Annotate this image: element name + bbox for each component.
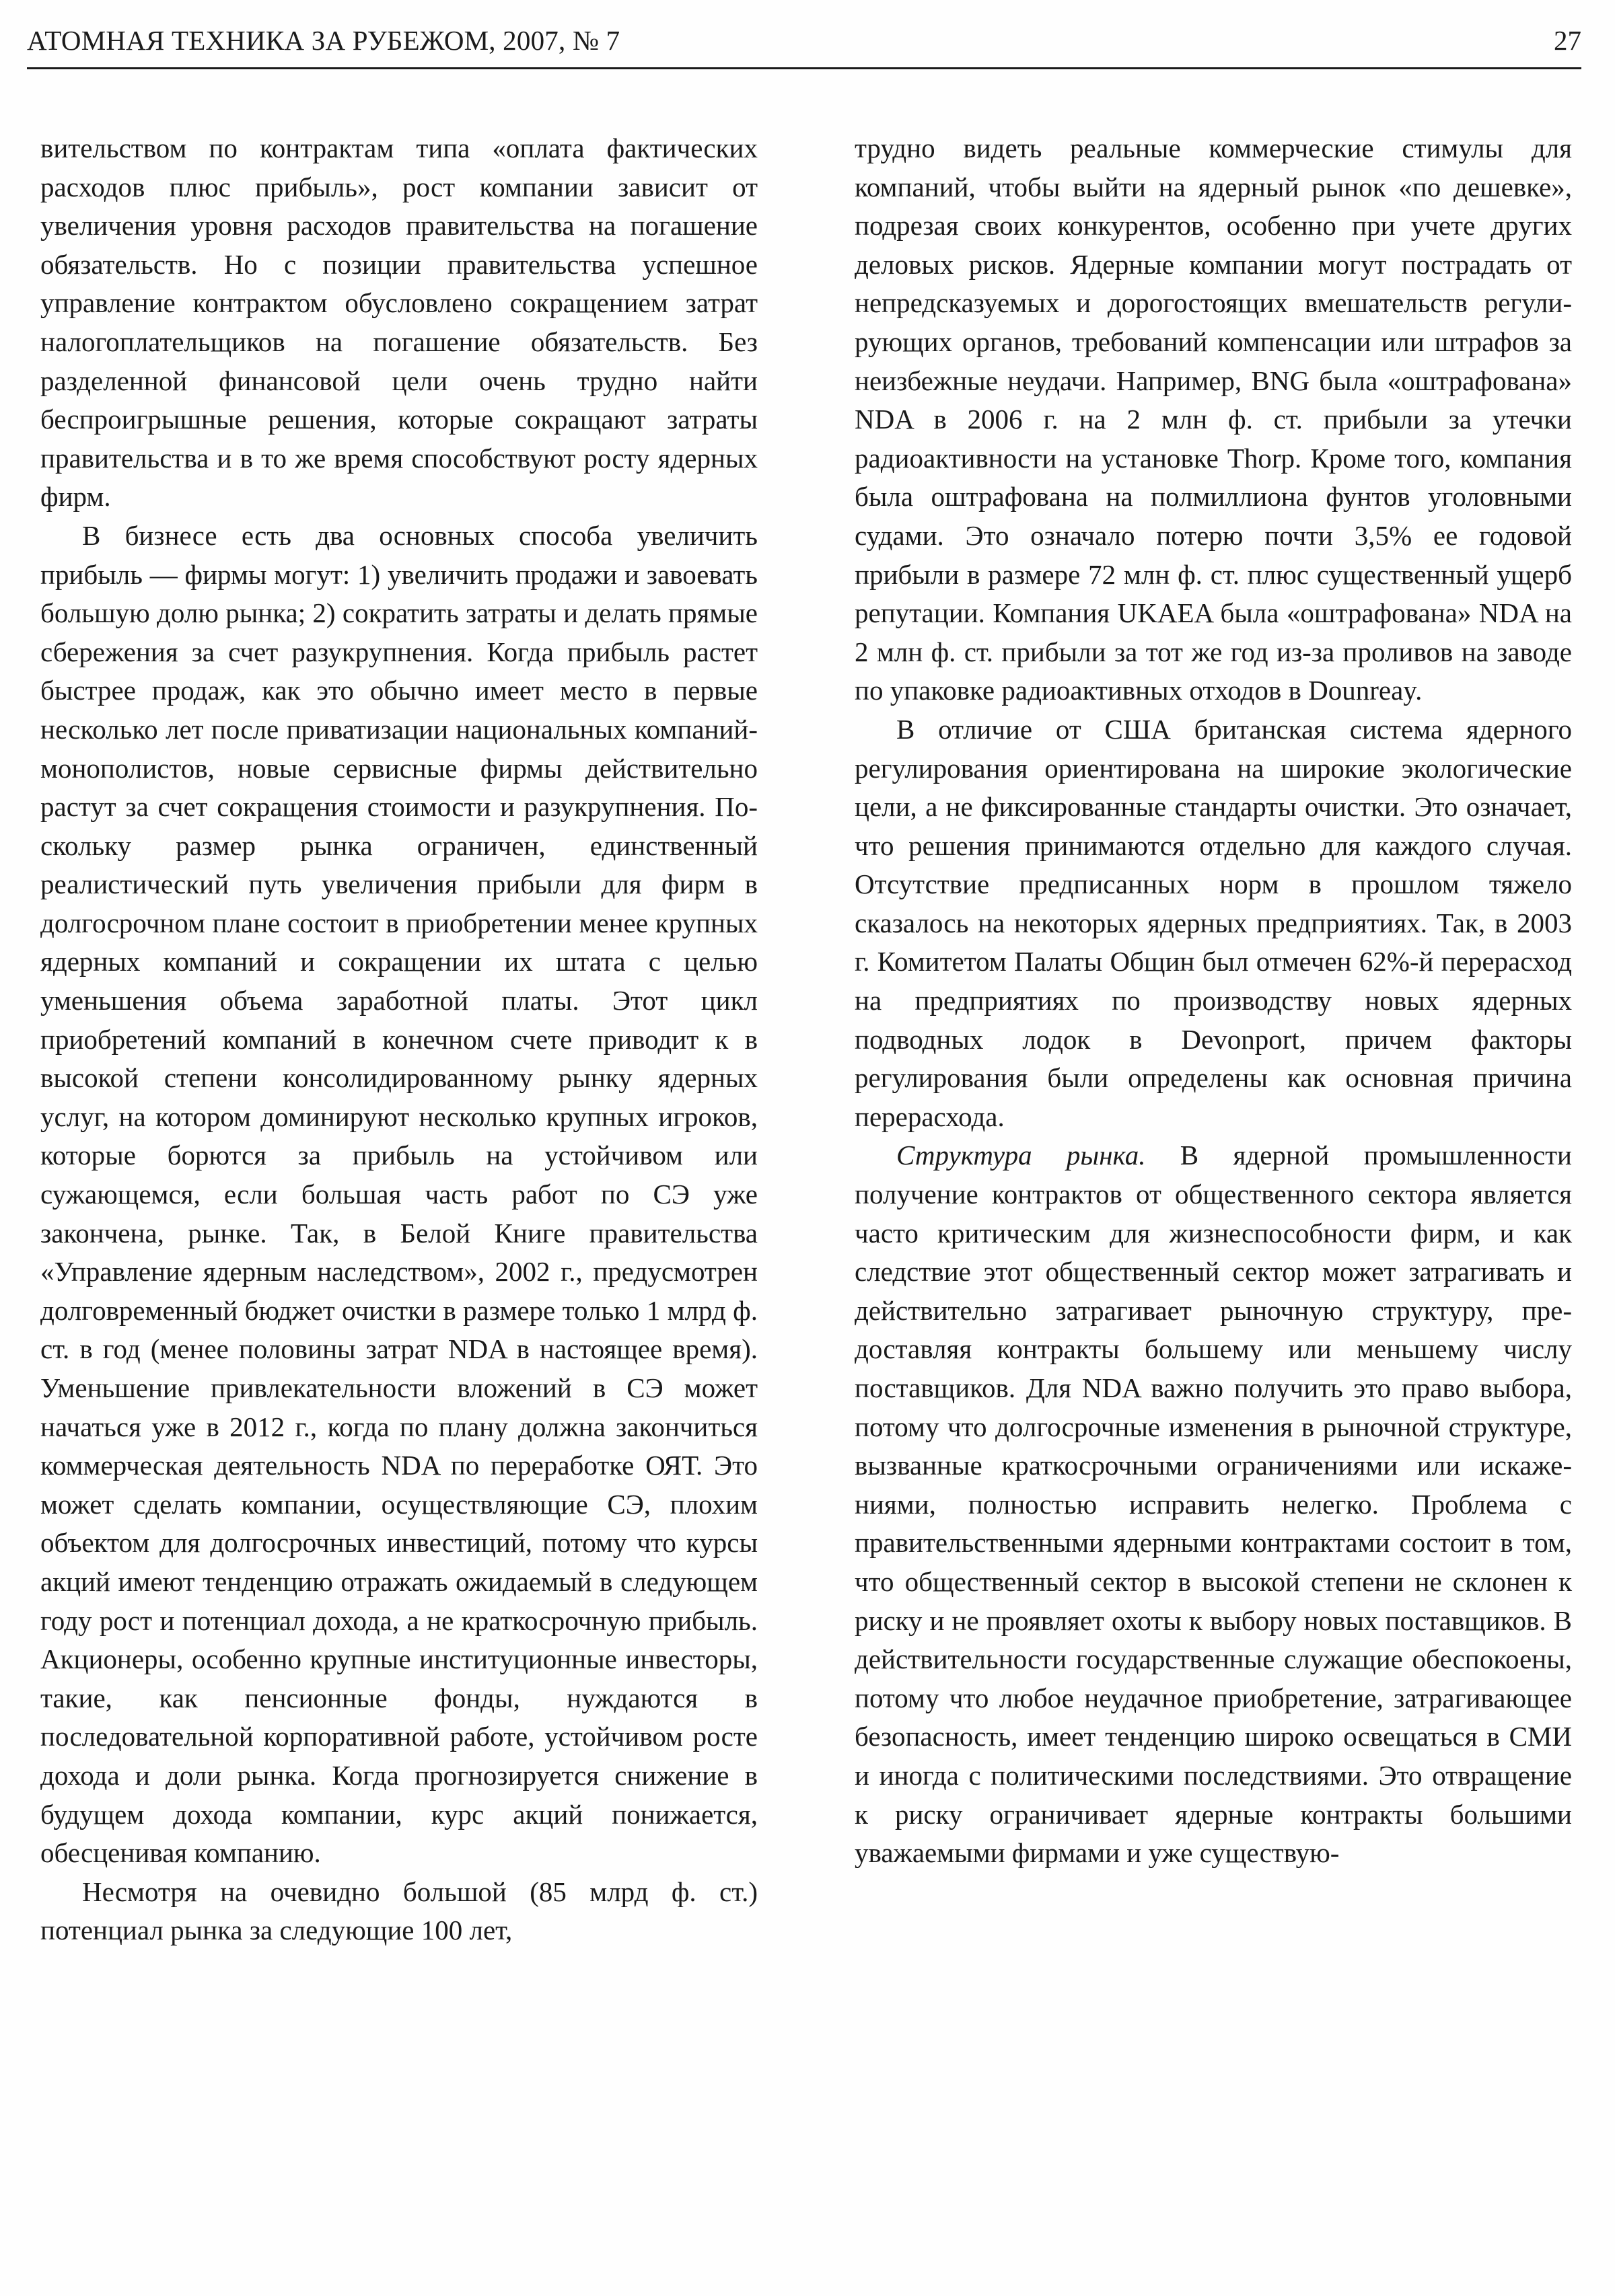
running-title: АТОМНАЯ ТЕХНИКА ЗА РУБЕЖОМ, 2007, № 7: [27, 25, 620, 56]
paragraph: вительством по контрактам типа «оплата фактических расходов плюс прибыль», рост компании зависит от увеличения уровня расходов правительства на погашение обязательств. Но с позиции правительства успешное управление контрактом обусловлено сокращением затрат налогоплательщиков на погашение обязательств. Без разделенной финансовой цели очень трудно найти беспроигрышные решения, которые сокращают затраты правительства и в то же время способствуют росту ядерных фирм.: [40, 133, 758, 513]
page-number: 27: [1554, 25, 1581, 56]
header-rule: [27, 67, 1581, 69]
page-header: [27, 24, 1581, 66]
paragraph: В отличие от США британская система ядерного регулирования ориентирована на широкие экологические цели, а не фиксированные стандарты очистки. Это означает, что решения принимаются отдельно для каждого случая. Отсутствие предписанных норм в прошлом тяжело сказалось на некоторых ядерных предприятиях. Так, в 2003 г. Комитетом Палаты Общин был отмечен 62%-й перерасход на предприятиях по производству новых ядерных подводных лодок в Devonport, причем факторы регулирования были определены как основная причина перерасхода.: [855, 713, 1572, 1132]
paragraph: В бизнесе есть два основных способа увеличить прибыль — фирмы могут: 1) увеличить продажи и завоевать большую долю рынка; 2) сократить затраты и делать прямые сбережения за счет разукрупнения. Когда прибыль растет быстрее продаж, как это обычно имеет место в первые несколько лет после приватизации национальных компаний-монополистов, новые сервисные фирмы действительно растут за счет сокращения стоимости и разукрупнения. Поскольку размер рынка ограничен, единственный реалистический путь увеличения прибыли для фирм в долгосрочном плане состоит в приобретении менее крупных ядерных компаний и сокращении их штата с целью уменьшения объема заработной платы. Этот цикл приобретений компаний в конечном счете приводит к в высокой степени консолидированному рынку ядерных услуг, на котором доминируют несколько крупных игроков, которые борются за прибыль на устойчивом или сужающемся, если большая часть работ по СЭ уже закончена, рынке. Так, в Белой Книге правительства «Управление ядерным наследством», 2002 г., предусмотрен долговременный бюджет очистки в размере только 1 млрд ф. ст. в год (менее половины затрат NDA в настоящее время). Уменьшение привлекательности вложений в СЭ может начаться уже в 2012 г., когда по плану должна закончиться коммерческая деятельность NDA по переработке ОЯТ. Это может сделать компании, осуществляющие СЭ, плохим объектом для долгосрочных инвестиций, потому что курсы акций имеют тенденцию отражать ожидаемый в следующем году рост и потенциал дохода, а не краткосрочную прибыль. Акционеры, особенно крупные институционные инвесторы, такие, как пенсионные фонды, нуждаются в последовательной корпоративной работе, устойчивом росте дохода и доли рынка. Когда прогнозируется снижение в будущем дохода компании, курс акций понижается, обесценивая компанию.: [40, 519, 758, 1869]
paragraph: трудно видеть реальные коммерческие стимулы для компаний, чтобы выйти на ядерный рынок «по дешевке», подрезая своих конкурентов, особенно при учете других деловых рисков. Ядерные компании могут пострадать от непредсказуемых и дорогостоящих вмешательств регулирующих органов, требований компенсации или штрафов за неизбежные неудачи. Например, BNG была «оштрафована» NDA в 2006 г. на 2 млн ф. ст. прибыли за утечки радиоактивности на установке Thorp. Кроме того, компания была оштрафована на полмиллиона фунтов уголовными судами. Это означало потерю почти 3,5% ее годовой прибыли в размере 72 млн ф. ст. плюс существенный ущерб репутации. Компания UKAEA была «оштрафована» NDA на 2 млн ф. ст. прибыли за тот же год из-за проливов на заводе по упаковке радиоактивных отходов в Dounreay.: [855, 133, 1572, 706]
section-lead-in: Структура рынка.: [896, 1140, 1146, 1171]
paragraph: [855, 1136, 1572, 1872]
right-column: [855, 129, 1572, 1873]
left-column: [40, 129, 758, 1950]
paragraph-body: В ядерной промышленности получение контрактов от общественного сектора является часто критическим для жизнеспособности фирм, и как следствие этот общественный сектор может затрагивать и действительно затрагивает рыночную структуру, предоставляя контракты большему или меньшему числу поставщиков. Для NDA важно получить это право выбора, потому что долгосрочные изменения в рыночной структуре, вызванные краткосрочными ограничениями или искажениями, полностью исправить нелегко. Проблема с правительственными ядерными контрактами состоит в том, что общественный сектор в высокой степени не склонен к риску и не проявляет охоты к выбору новых поставщиков. В действительности государственные служащие обеспокоены, потому что любое неудачное приобретение, затрагивающее безопасность, имеет тенденцию широко освещаться в СМИ и иногда с политическими последствиями. Это отвращение к риску ограничивает ядерные контракты большими уважаемыми фирмами и уже существую-: [855, 1140, 1572, 1869]
paragraph: Несмотря на очевидно большой (85 млрд ф. ст.) потенциал рынка за следующие 100 лет,: [40, 1876, 758, 1946]
